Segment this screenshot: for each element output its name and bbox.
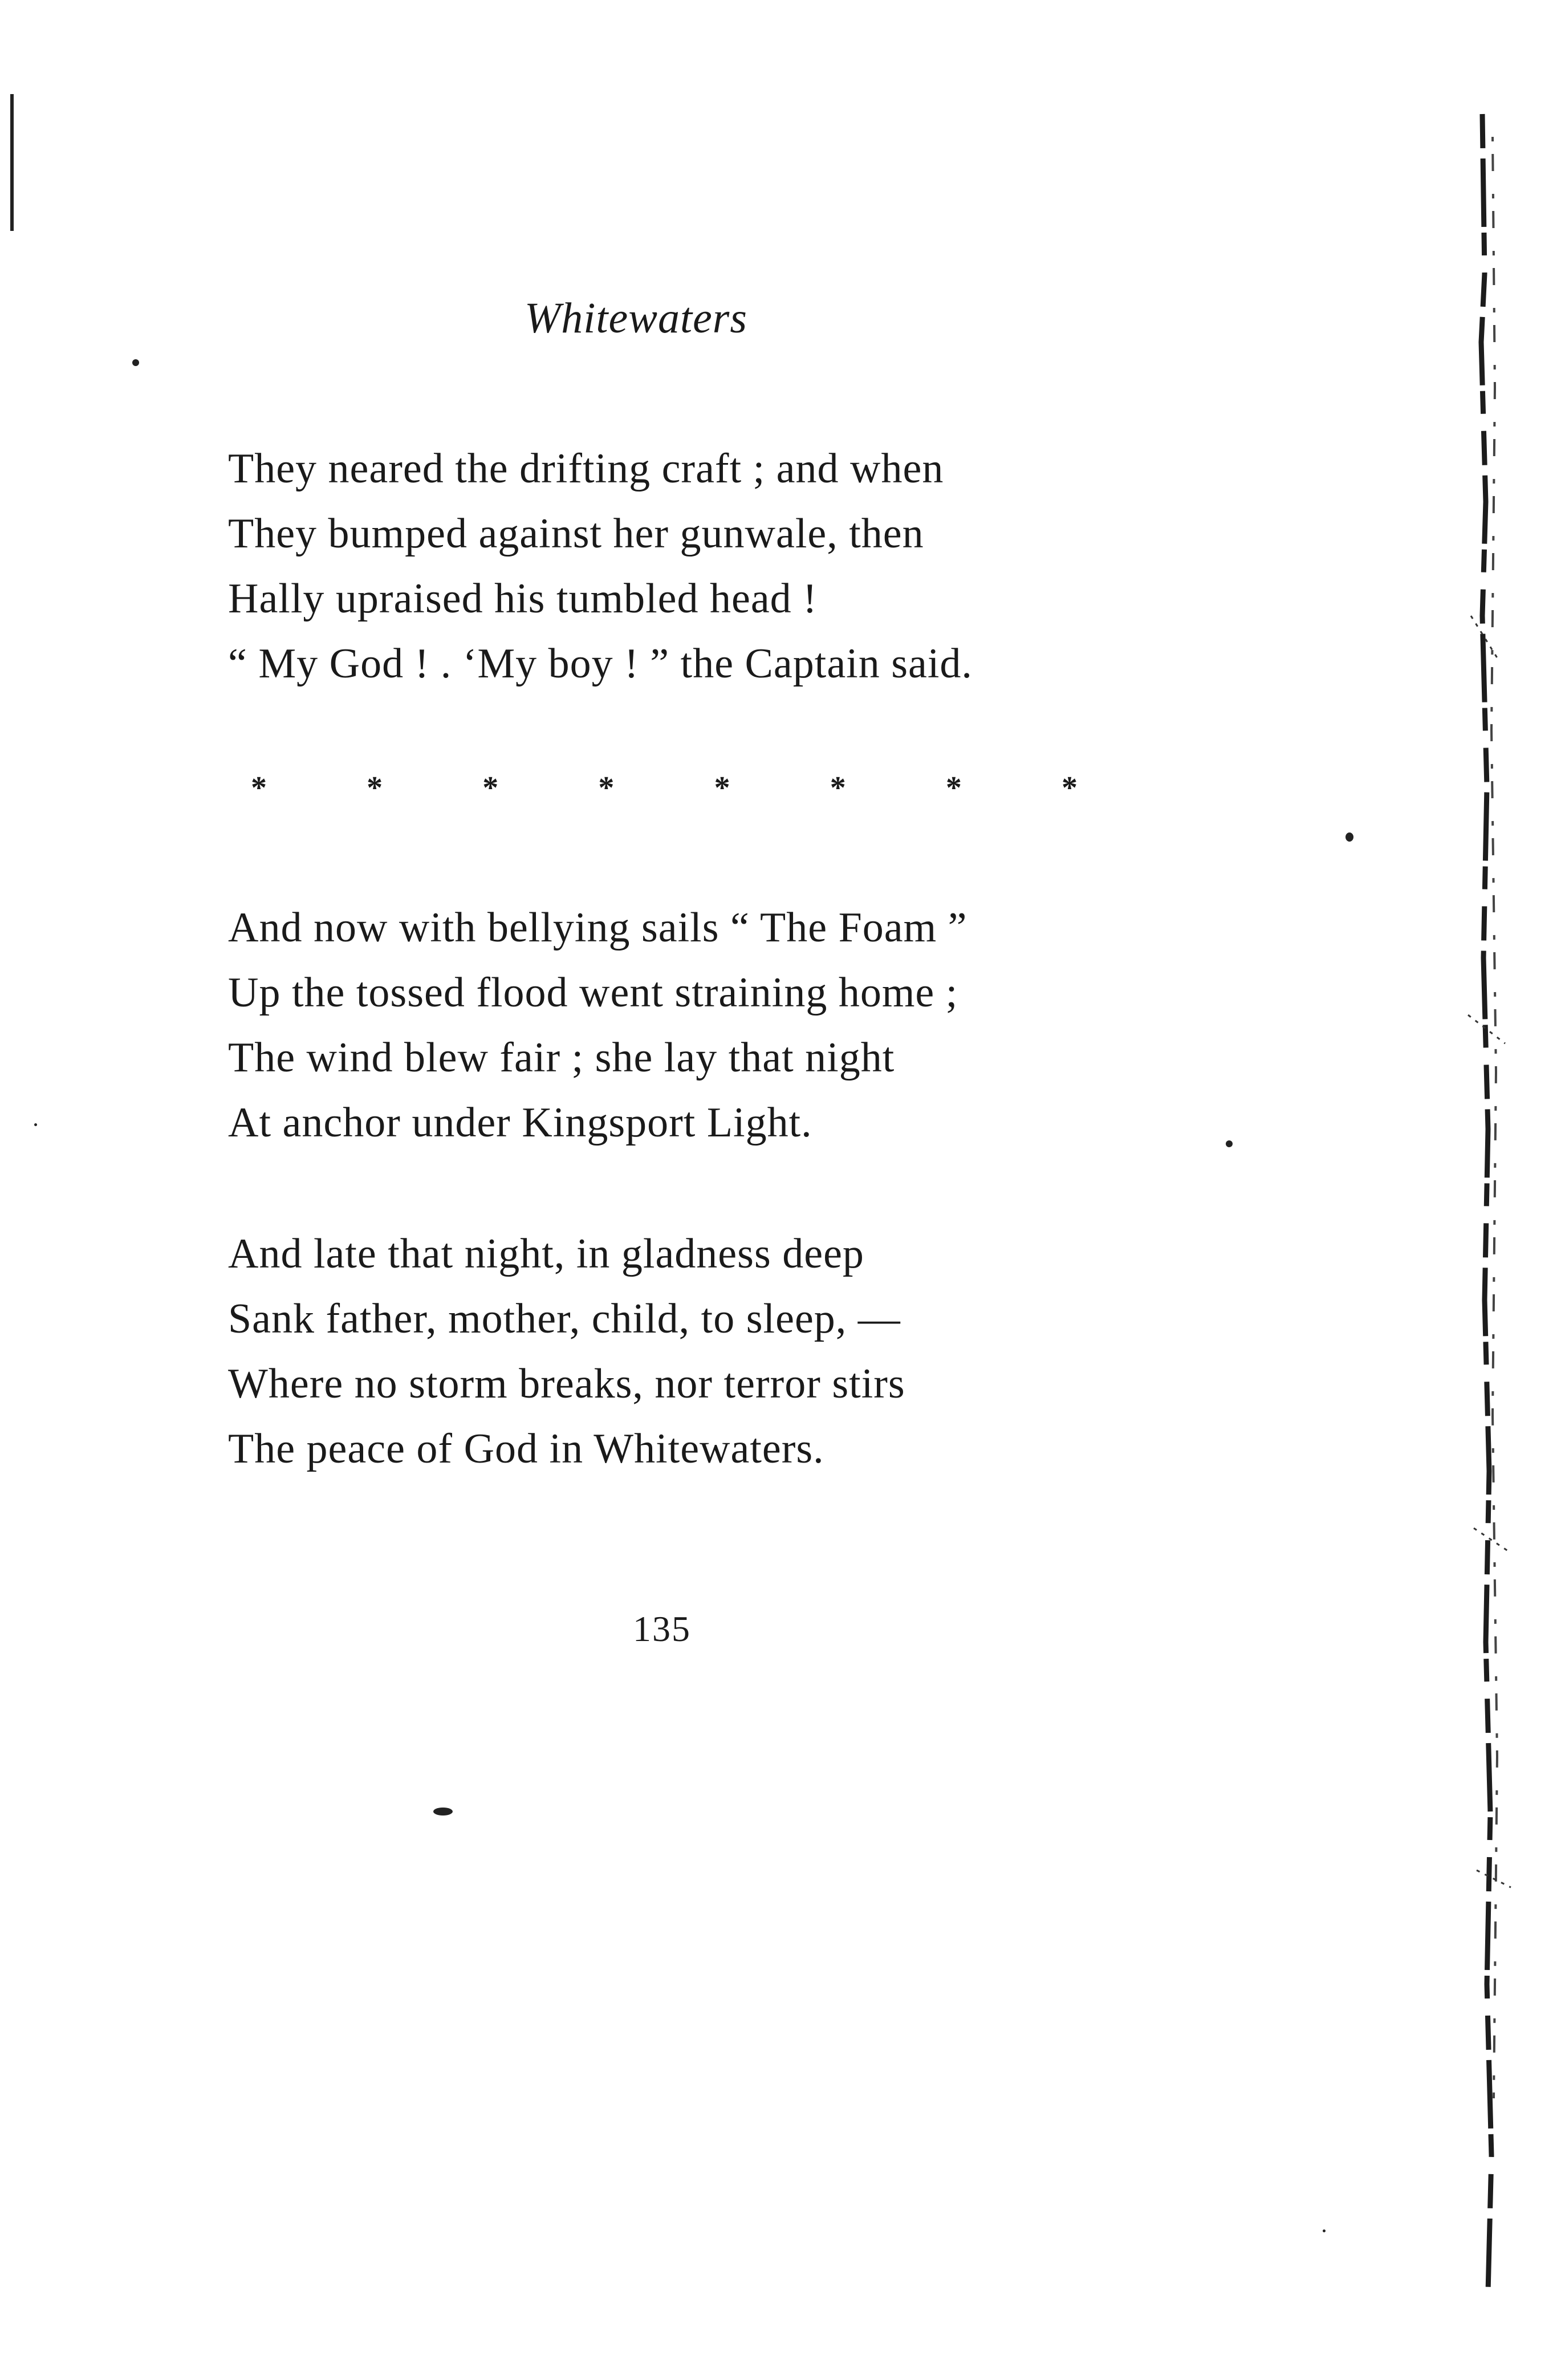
asterisk: * [830,770,846,806]
verse-line: They bumped against her gunwale, then [228,510,924,557]
verse-line: They neared the drifting craft ; and when [228,445,944,492]
verse-line: The peace of God in Whitewaters. [228,1425,824,1472]
asterisk: * [598,770,615,806]
scan-speck [1323,2229,1326,2232]
stanza-2 [228,895,967,1155]
scan-speck [34,1123,37,1126]
scan-speck [132,359,139,366]
scan-speck [1226,1140,1233,1147]
stanza-1 [228,436,973,696]
verse-line: Up the tossed flood went straining home ; [228,969,958,1016]
verse-line: Hally upraised his tumbled head ! [228,575,818,622]
verse-line: And late that night, in gladness deep [228,1230,864,1277]
scan-speck [1345,832,1353,842]
verse-line: “ My God ! . ‘My boy ! ” the Captain said. [228,640,973,687]
scan-speck [433,1808,453,1816]
page-number: 135 [633,1609,691,1649]
asterisk: * [714,770,730,806]
verse-line: Sank father, mother, child, to sleep, — [228,1295,901,1342]
stanza-3 [228,1221,905,1481]
asterisk: * [251,770,267,806]
asterisk: * [945,770,962,806]
running-head: Whitewaters [525,294,747,342]
verse-line: The wind blew fair ; she lay that night [228,1034,895,1081]
asterisk: * [1061,770,1078,806]
verse-line: At anchor under Kingsport Light. [228,1099,812,1146]
asterisk: * [482,770,499,806]
asterisk: * [367,770,383,806]
verse-line: Where no storm breaks, nor terror stirs [228,1360,905,1407]
scan-edge-mark [10,94,14,231]
binding-gutter-shadow [1460,103,1522,2304]
section-break [251,770,1078,806]
verse-line: And now with bellying sails “ The Foam ” [228,904,968,951]
